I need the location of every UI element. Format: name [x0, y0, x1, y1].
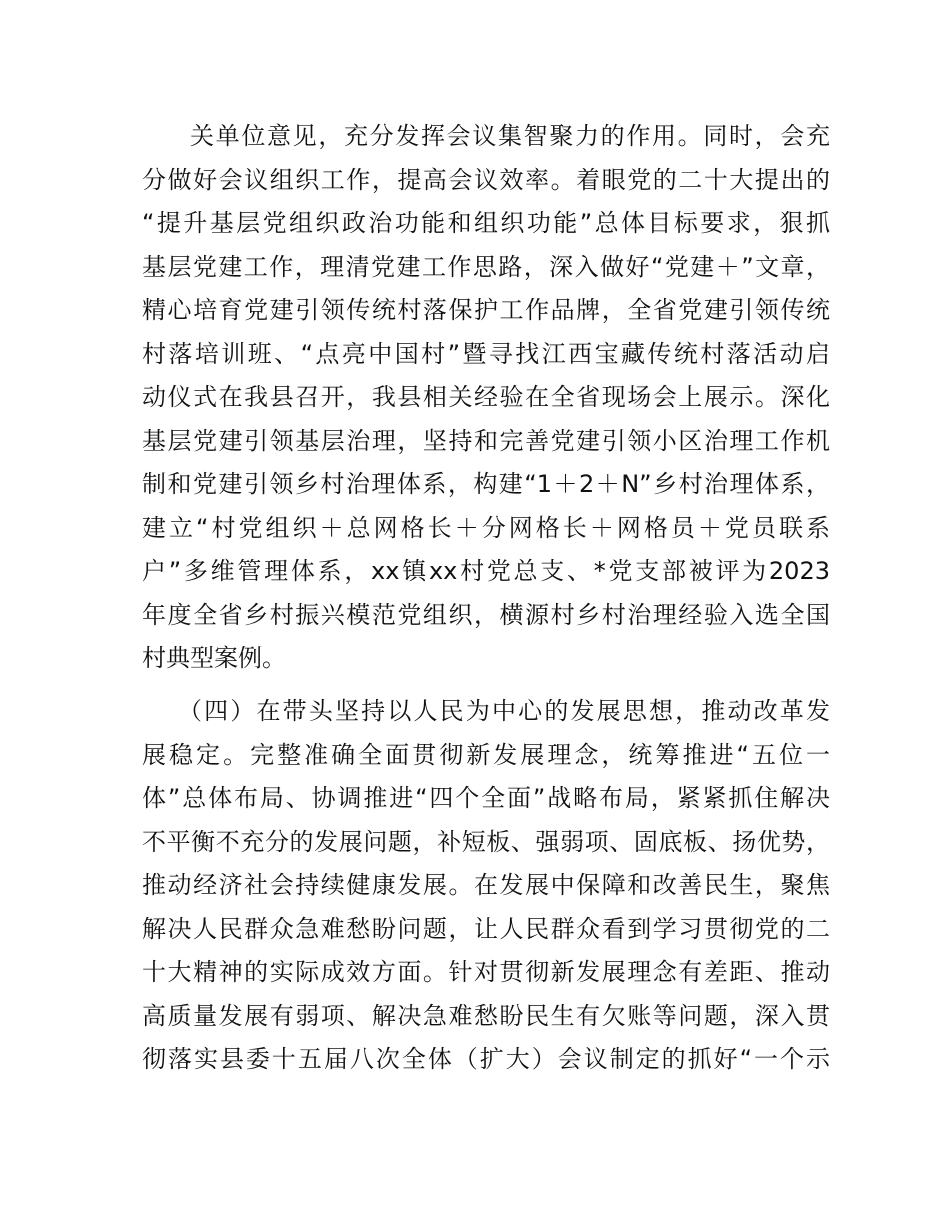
text-line: 彻落实县委十五届八次全体（扩大）会议制定的抓好“一个示 — [142, 1045, 830, 1073]
text-line: 高质量发展有弱项、解决急难愁盼民生有欠账等问题，深入贯 — [142, 1001, 830, 1030]
paragraph-party-building — [142, 115, 830, 681]
text-line: 解决人民群众急难愁盼问题，让人民群众看到学习贯彻党的二 — [142, 914, 830, 943]
text-line: 十大精神的实际成效方面。针对贯彻新发展理念有差距、推动 — [142, 958, 830, 986]
text-line: “提升基层党组织政治功能和组织功能”总体目标要求，狠抓 — [142, 209, 830, 237]
text-line: 村典型案例。 — [142, 644, 286, 672]
text-line: 不平衡不充分的发展问题，补短板、强弱项、固底板、扬优势， — [142, 827, 830, 856]
paragraph-section-four — [142, 690, 830, 1082]
text-line: 基层党建工作，理清党建工作思路，深入做好“党建＋”文章， — [142, 252, 830, 281]
text-line: 动仪式在我县召开，我县相关经验在全省现场会上展示。深化 — [142, 383, 830, 411]
text-line: （四）在带头坚持以人民为中心的发展思想，推动改革发 — [178, 697, 830, 725]
text-line: 村落培训班、“点亮中国村”暨寻找江西宝藏传统村落活动启 — [142, 339, 830, 368]
text-line: 制和党建引领乡村治理体系，构建“1＋2＋N”乡村治理体系， — [142, 470, 830, 498]
text-line: 关单位意见，充分发挥会议集智聚力的作用。同时，会充 — [190, 122, 830, 150]
text-line: 精心培育党建引领传统村落保护工作品牌，全省党建引领传统 — [142, 296, 830, 324]
text-line: 年度全省乡村振兴模范党组织，横源村乡村治理经验入选全国 — [142, 600, 830, 629]
text-line: 基层党建引领基层治理，坚持和完善党建引领小区治理工作机 — [142, 426, 830, 455]
text-line: 建立“村党组织＋总网格长＋分网格长＋网格员＋党员联系 — [142, 513, 830, 542]
text-line: 展稳定。完整准确全面贯彻新发展理念，统筹推进“五位一 — [142, 740, 830, 769]
text-line: 体”总体布局、协调推进“四个全面”战略布局，紧紧抓住解决 — [142, 784, 830, 812]
text-line: 推动经济社会持续健康发展。在发展中保障和改善民生，聚焦 — [142, 871, 830, 899]
text-line: 分做好会议组织工作，提高会议效率。着眼党的二十大提出的 — [142, 165, 830, 194]
text-line: 户”多维管理体系，xx镇xx村党总支、*党支部被评为2023 — [142, 557, 830, 585]
